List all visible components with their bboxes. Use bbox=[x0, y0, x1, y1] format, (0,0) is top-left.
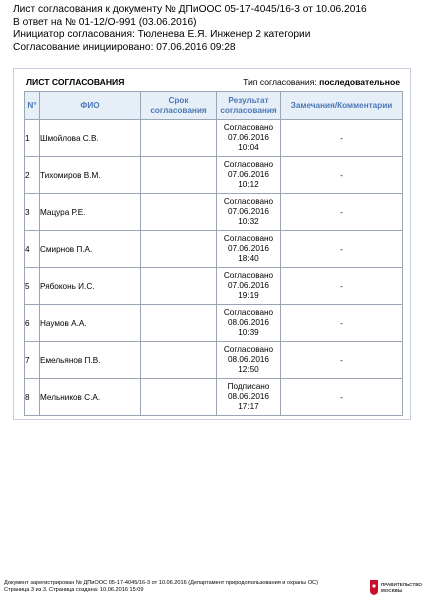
approval-type-value: последовательное bbox=[319, 77, 400, 87]
approval-result bbox=[217, 379, 281, 416]
approval-result bbox=[217, 194, 281, 231]
approval-table bbox=[24, 91, 403, 416]
approval-sheet-panel bbox=[13, 68, 411, 420]
result-status: Согласовано bbox=[223, 271, 274, 280]
result-status: Согласовано bbox=[223, 123, 274, 132]
table-row bbox=[25, 157, 403, 194]
result-status: Согласовано bbox=[223, 234, 274, 243]
document-header bbox=[13, 4, 367, 54]
approval-result bbox=[217, 342, 281, 379]
table-row bbox=[25, 231, 403, 268]
approval-comment: - bbox=[281, 120, 403, 157]
column-header-number: N° bbox=[25, 92, 40, 120]
approval-type bbox=[243, 76, 400, 88]
approval-comment: - bbox=[281, 231, 403, 268]
row-number: 6 bbox=[25, 305, 40, 342]
result-status: Подписано bbox=[227, 382, 270, 391]
header-initiator: Инициатор согласования: Тюленева Е.Я. Инженер 2 категории bbox=[13, 29, 311, 41]
result-date: 08.06.2016 bbox=[228, 318, 269, 327]
result-time: 10:39 bbox=[238, 328, 259, 337]
approver-name: Рябоконь И.С. bbox=[40, 268, 141, 305]
header-document-ref: Лист согласования к документу № ДПиООС 05-17-4045/16-3 от 10.06.2016 bbox=[13, 4, 367, 15]
result-time: 10:04 bbox=[238, 143, 259, 152]
table-row bbox=[25, 194, 403, 231]
result-time: 10:12 bbox=[238, 180, 259, 189]
row-number: 3 bbox=[25, 194, 40, 231]
result-status: Согласовано bbox=[223, 160, 274, 169]
approver-name: Наумов А.А. bbox=[40, 305, 141, 342]
result-date: 07.06.2016 bbox=[228, 170, 269, 179]
column-header-name: ФИО bbox=[40, 92, 141, 120]
approver-name: Смирнов П.А. bbox=[40, 231, 141, 268]
result-status: Согласовано bbox=[223, 197, 274, 206]
row-number: 7 bbox=[25, 342, 40, 379]
approval-result bbox=[217, 305, 281, 342]
table-row bbox=[25, 342, 403, 379]
approval-comment: - bbox=[281, 194, 403, 231]
result-date: 07.06.2016 bbox=[228, 244, 269, 253]
row-number: 1 bbox=[25, 120, 40, 157]
header-reply-ref: В ответ на № 01-12/О-991 (03.06.2016) bbox=[13, 16, 197, 28]
page-footer bbox=[4, 580, 318, 594]
result-date: 07.06.2016 bbox=[228, 281, 269, 290]
column-header-deadline: Срок согласования bbox=[141, 92, 217, 120]
result-date: 07.06.2016 bbox=[228, 207, 269, 216]
result-date: 08.06.2016 bbox=[228, 392, 269, 401]
logo-text-line-2: МОСКВЫ bbox=[381, 587, 403, 593]
logo-text-line-1: ПРАВИТЕЛЬСТВО bbox=[381, 582, 422, 587]
footer-page-info: Страница 3 из 3. Страница создана: 10.06.2016 15:09 bbox=[4, 587, 144, 593]
result-status: Согласовано bbox=[223, 345, 274, 354]
column-header-result: Результат согласования bbox=[217, 92, 281, 120]
moscow-government-logo-icon bbox=[370, 580, 378, 595]
table-row bbox=[25, 379, 403, 416]
approval-deadline bbox=[141, 305, 217, 342]
approval-deadline bbox=[141, 194, 217, 231]
result-date: 07.06.2016 bbox=[228, 133, 269, 142]
approval-deadline bbox=[141, 231, 217, 268]
approval-comment: - bbox=[281, 342, 403, 379]
row-number: 5 bbox=[25, 268, 40, 305]
row-number: 2 bbox=[25, 157, 40, 194]
approval-comment: - bbox=[281, 305, 403, 342]
result-time: 10:32 bbox=[238, 217, 259, 226]
approval-sheet-title: ЛИСТ СОГЛАСОВАНИЯ bbox=[26, 77, 125, 87]
column-header-comments: Замечания/Комментарии bbox=[281, 92, 403, 120]
approval-deadline bbox=[141, 268, 217, 305]
table-row bbox=[25, 120, 403, 157]
approval-deadline bbox=[141, 342, 217, 379]
approval-comment: - bbox=[281, 268, 403, 305]
row-number: 8 bbox=[25, 379, 40, 416]
approver-name: Мельников С.А. bbox=[40, 379, 141, 416]
table-row bbox=[25, 268, 403, 305]
footer-registration: Документ зарегистрирован № ДПиООС 05-17-4045/16-3 от 10.06.2016 (Департамент природопользования и охраны ОС) bbox=[4, 580, 318, 586]
approval-comment: - bbox=[281, 157, 403, 194]
approval-type-label: Тип согласования: bbox=[243, 77, 320, 87]
result-time: 18:40 bbox=[238, 254, 259, 263]
table-row bbox=[25, 305, 403, 342]
result-time: 12:50 bbox=[238, 365, 259, 374]
approval-result bbox=[217, 120, 281, 157]
approver-name: Шмойлова С.В. bbox=[40, 120, 141, 157]
approver-name: Мацура Р.Е. bbox=[40, 194, 141, 231]
approval-deadline bbox=[141, 120, 217, 157]
row-number: 4 bbox=[25, 231, 40, 268]
approval-result bbox=[217, 157, 281, 194]
approval-result bbox=[217, 268, 281, 305]
approval-deadline bbox=[141, 379, 217, 416]
approval-sheet-header bbox=[26, 76, 400, 88]
approver-name: Емельянов П.В. bbox=[40, 342, 141, 379]
approval-result bbox=[217, 231, 281, 268]
approval-comment: - bbox=[281, 379, 403, 416]
table-header-row bbox=[25, 92, 403, 120]
result-time: 17:17 bbox=[238, 402, 259, 411]
logo-text bbox=[381, 582, 422, 593]
result-time: 19:19 bbox=[238, 291, 259, 300]
approver-name: Тихомиров В.М. bbox=[40, 157, 141, 194]
result-date: 08.06.2016 bbox=[228, 355, 269, 364]
approval-deadline bbox=[141, 157, 217, 194]
header-initiated-at: Согласование инициировано: 07.06.2016 09:28 bbox=[13, 41, 236, 53]
result-status: Согласовано bbox=[223, 308, 274, 317]
